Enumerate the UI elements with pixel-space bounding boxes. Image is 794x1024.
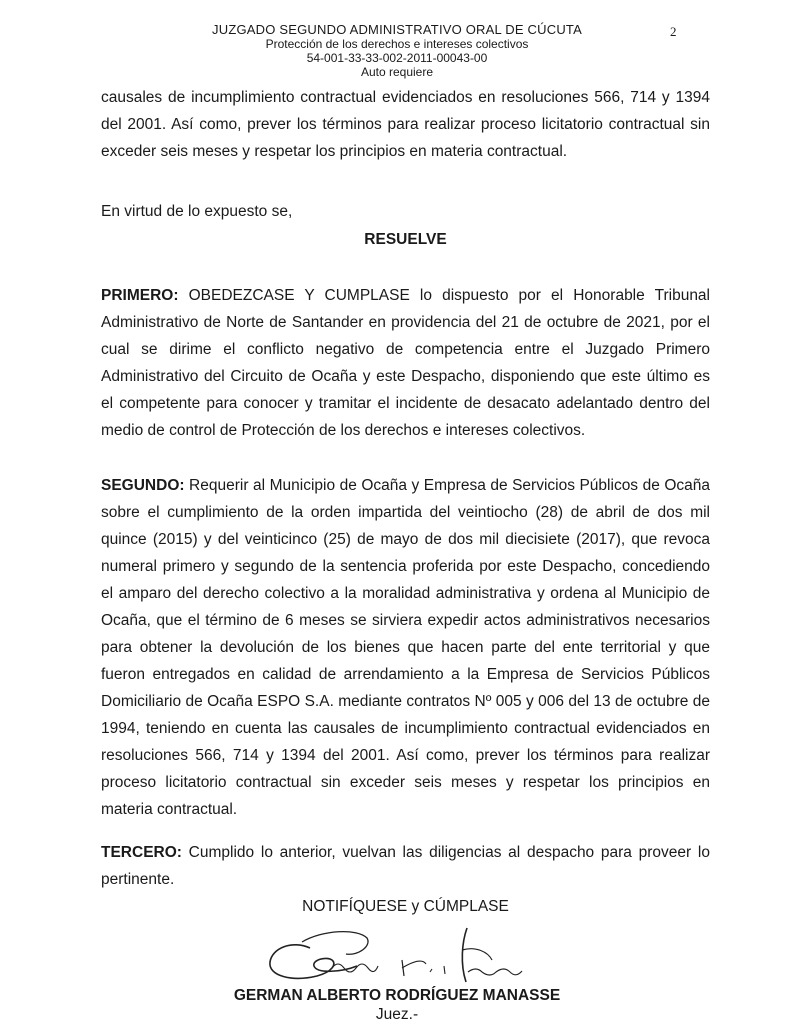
signer-name: GERMAN ALBERTO RODRÍGUEZ MANASSE	[233, 987, 561, 1004]
page-number: 2	[670, 24, 677, 39]
intro-paragraph: causales de incumplimiento contractual evidenciados en resoluciones 566, 714 y 1394 del 2001. Así como, prever los términos para realizar proceso licitatorio contractual sin exceder seis meses y respetar los principios en materia contractual.	[101, 89, 710, 160]
closing-line: NOTIFÍQUESE y CÚMPLASE	[302, 898, 509, 915]
tercero-text: Cumplido lo anterior, vuelvan las diligencias al despacho para proveer lo pertinente.	[101, 844, 710, 888]
segundo-paragraph	[101, 472, 710, 823]
primero-label: PRIMERO:	[101, 287, 179, 304]
tercero-paragraph	[101, 839, 710, 893]
primero-paragraph	[101, 282, 710, 444]
resuelve-heading: RESUELVE	[364, 231, 447, 248]
case-number: 54-001-33-33-002-2011-00043-00	[306, 51, 488, 65]
segundo-text: Requerir al Municipio de Ocaña y Empresa de Servicios Públicos de Ocaña sobre el cumplimiento de la orden impartida del veintiocho (28) de abril de dos mil quince (2015) y del veinticinco (25) de mayo de dos mil diecisiete (2017), que revoca numeral primero y segundo de la sentencia proferida por este Despacho, concediendo el amparo del derecho colectivo a la moralidad administrativa y ordena al Municipio de Ocaña, que el término de 6 meses se sirviera expedir actos administrativos necesarios para obtener la devolución de los bienes que hacen parte del ente territorial y que fueron entregados en calidad de arrendamiento a la Empresa de Servicios Públicos Domiciliario de Ocaña ESPO S.A. mediante contratos Nº 005 y 006 del 13 de octubre de 1994, teniendo en cuenta las causales de incumplimiento contractual evidenciados en resoluciones 566, 714 y 1394 del 2001. Así como, prever los términos para realizar proceso licitatorio contractual sin exceder seis meses y respetar los principios en materia contractual.	[101, 477, 710, 818]
signer-role: Juez.-	[375, 1006, 419, 1023]
virtud-line: En virtud de lo expuesto se,	[101, 203, 293, 220]
process-type: Protección de los derechos e intereses colectivos	[265, 37, 529, 51]
handwritten-signature	[262, 920, 542, 995]
primero-text: OBEDEZCASE Y CUMPLASE lo dispuesto por el Honorable Tribunal Administrativo de Norte de Santander en providencia del 21 de octubre de 2021, por el cual se dirime el conflicto negativo de competencia entre el Juzgado Primero Administrativo del Circuito de Ocaña y este Despacho, disponiendo que este último es el competente para conocer y tramitar el incidente de desacato adelantado dentro del medio de control de Protección de los derechos e intereses colectivos.	[101, 287, 710, 439]
segundo-label: SEGUNDO:	[101, 477, 185, 494]
court-name: JUZGADO SEGUNDO ADMINISTRATIVO ORAL DE CÚCUTA	[212, 22, 582, 37]
tercero-label: TERCERO:	[101, 844, 182, 861]
signature-scribble	[262, 920, 542, 990]
document-type: Auto requiere	[360, 65, 434, 79]
